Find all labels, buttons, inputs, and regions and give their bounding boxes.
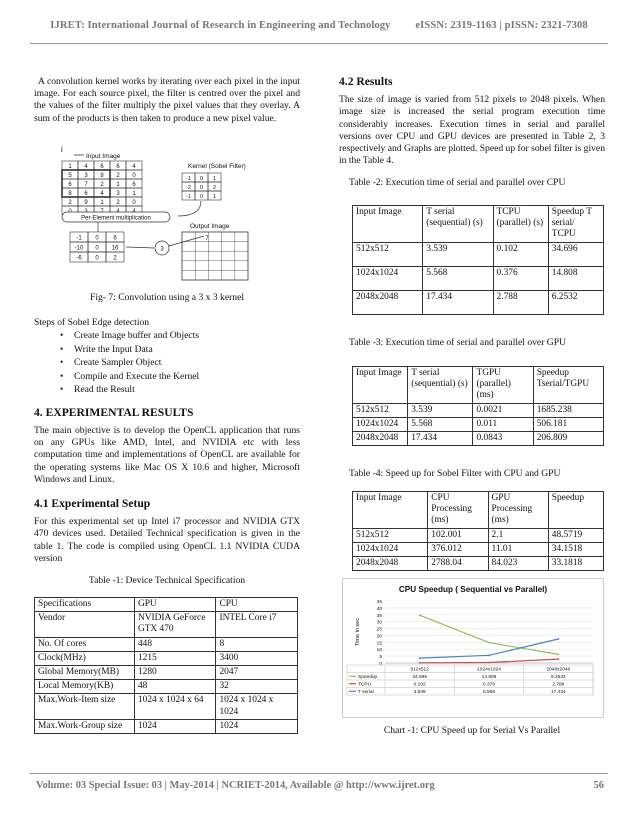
input-grid-value: 5: [68, 173, 72, 179]
table-cell: Global Memory(MB): [35, 666, 135, 680]
section-4-2-title: 4.2 Results: [339, 75, 393, 88]
table-row: [353, 403, 604, 417]
table-cell: 0.102: [493, 242, 548, 266]
y-tick-label: 0: [379, 662, 382, 667]
kernel-arrow: [178, 201, 201, 216]
input-grid-value: 6: [68, 182, 72, 188]
input-grid-value: 9: [84, 200, 88, 206]
table-row: [353, 542, 604, 556]
table-cell: 2.788: [493, 290, 548, 314]
table-cell: 1685.238: [533, 403, 603, 417]
output-value: 7: [205, 236, 209, 242]
product-grid-value: 6: [113, 235, 117, 242]
kernel-grid-value: -1: [186, 194, 191, 200]
product-grid-value: 0: [95, 255, 99, 262]
table-cell: 2048x2048: [353, 290, 423, 314]
step-item: • Write the Input Data: [60, 343, 300, 357]
product-grid-value: -6: [76, 255, 82, 262]
table-row: [353, 528, 604, 542]
table-2: [352, 205, 604, 315]
kernel-label: Kernel (Sobel Filter): [188, 163, 246, 170]
product-grid-value: -10: [74, 245, 84, 252]
legend-entry: T serial: [358, 690, 374, 695]
product-grid-value: 0: [95, 235, 99, 242]
table-cell: T serial (sequential) (s): [423, 206, 493, 243]
table-header-row: [353, 492, 604, 529]
x-tick-label: 2048x2048: [546, 667, 571, 673]
series-point: [557, 653, 559, 655]
table-cell: 3.539: [423, 242, 493, 266]
figure-marker: i: [61, 145, 63, 154]
table-2-caption: Table -2: Execution time of serial and parallel over CPU: [349, 177, 566, 189]
y-tick-label: 40: [376, 606, 382, 612]
series-point: [557, 658, 559, 660]
table-3: [352, 366, 604, 446]
table-cell: 11.01: [488, 542, 548, 556]
table-cell: 3400: [216, 651, 298, 665]
input-grid-value: 2: [68, 200, 72, 206]
section-4-title: 4. EXPERIMENTAL RESULTS: [34, 405, 194, 419]
y-axis-label: Time in sec: [355, 618, 361, 646]
steps-list: [60, 329, 300, 397]
table-cell: 48.5719: [548, 528, 603, 542]
steps-title: Steps of Sobel Edge detection: [34, 317, 150, 328]
input-grid-value: 4: [84, 164, 88, 170]
page-footer: [36, 780, 604, 791]
series-point: [419, 657, 421, 659]
data-table-value: 0.376: [482, 682, 496, 688]
page-number: 56: [593, 780, 604, 791]
table-row: [353, 417, 604, 431]
table-cell: 33.1818: [548, 557, 603, 571]
data-table-value: 34.696: [412, 675, 428, 680]
x-tick-label: 512x512: [410, 667, 429, 673]
table-cell: 448: [134, 637, 216, 651]
output-image-label: Output Image: [190, 223, 230, 230]
table-row: [35, 680, 298, 694]
series-point: [488, 654, 490, 656]
table-cell: 0.376: [493, 266, 548, 290]
kernel-grid-value: 0: [199, 185, 204, 191]
data-table-value: 3.539: [413, 690, 426, 695]
convolution-diagram: [58, 144, 288, 284]
table-cell: Speedup Tserial/TGPU: [533, 367, 603, 404]
section-4-2-text: The size of image is varied from 512 pixels to 2048 pixels. When image size is increased the serial program execution time considerably increases. Execution times in serial and parallel versions over CPU and GPU devices are presented in Table 2, 3 respectively and Graphs are plotted. Speed up for sobel filter is given in the Table 4.: [339, 94, 605, 167]
table-row: [353, 242, 604, 266]
input-grid-value: 3: [84, 173, 88, 179]
table-header-row: [353, 367, 604, 404]
table-cell: TGPU (parallel) (ms): [473, 367, 533, 404]
chart-caption: Chart -1: CPU Speed up for Serial Vs Parallel: [383, 725, 561, 736]
legend-entry: Speedup: [358, 675, 378, 680]
table-cell: 17.434: [423, 290, 493, 314]
section-4-1-text: For this experimental set up Intel i7 processor and NVIDIA GTX 470 devices used. Detailed Technical specification is given in the table 1. The code is compiled using OpenCL 1.1 NVIDIA CUDA version: [34, 516, 300, 564]
data-table-value: 5.568: [482, 690, 496, 695]
series-point: [419, 662, 421, 664]
input-grid-value: 1: [132, 191, 136, 197]
table-cell: TCPU (parallel) (s): [493, 206, 548, 243]
table-cell: 1280: [134, 666, 216, 680]
input-grid-value: 6: [132, 182, 136, 188]
input-grid-value: 3: [116, 191, 120, 197]
table-cell: 5.568: [423, 266, 493, 290]
table-cell: INTEL Core i7: [216, 612, 298, 637]
y-tick-label: 45: [376, 600, 382, 605]
table-cell: 1024x1024: [353, 266, 423, 290]
table-cell: 0.011: [473, 417, 533, 431]
table-cell: 32: [216, 680, 298, 694]
input-grid-value: 6: [84, 191, 88, 197]
table-cell: 5.568: [408, 417, 473, 431]
table-cell: Vendor: [35, 612, 135, 637]
table-header-row: [35, 598, 298, 612]
y-tick-label: 30: [376, 620, 382, 626]
table-cell: 0.0843: [473, 432, 533, 446]
chart-title: CPU Speedup ( Sequential vs Parallel): [398, 585, 548, 594]
kernel-grid-value: 1: [212, 194, 217, 200]
table-row: [35, 651, 298, 665]
table-cell: 1024: [216, 719, 298, 733]
input-grid-value: 1: [116, 182, 120, 188]
data-table-value: 17.434: [550, 690, 566, 695]
table-header-row: [353, 206, 604, 243]
kernel-grid-value: 2: [212, 185, 217, 191]
table-cell: NVIDIA GeForce GTX 470: [134, 612, 216, 637]
table-cell: 17.434: [408, 432, 473, 446]
table-row: [353, 557, 604, 571]
input-grid-value: 6: [116, 164, 120, 170]
chart-caption-wrap: [339, 725, 605, 737]
table-row: [353, 266, 604, 290]
table-cell: 1024 x 1024 x 1024: [216, 694, 298, 719]
table-cell: 34.696: [548, 242, 603, 266]
input-grid-value: 8: [68, 191, 72, 197]
table-cell: 14.808: [548, 266, 603, 290]
y-tick-label: 10: [376, 648, 382, 654]
table-cell: 6.2532: [548, 290, 603, 314]
data-table-value: 6.2532: [550, 675, 566, 680]
input-grid-value: 4: [100, 191, 104, 197]
table-1-caption: Table -1: Device Technical Specification: [88, 574, 246, 586]
table-cell: 2048x2048: [353, 432, 408, 446]
y-tick-label: 15: [376, 641, 382, 647]
table-cell: Max.Work-Group size: [35, 719, 135, 733]
table-row: [35, 637, 298, 651]
product-grid-value: 2: [113, 255, 117, 262]
table-cell: 1215: [134, 651, 216, 665]
journal-issn: eISSN: 2319-1163 | pISSN: 2321-7308: [415, 20, 588, 31]
table-cell: 1024 x 1024 x 64: [134, 694, 216, 719]
table-4: [352, 491, 604, 571]
table-cell: 102.001: [428, 528, 488, 542]
table-row: [35, 666, 298, 680]
y-tick-label: 35: [376, 613, 382, 619]
table-cell: 3.539: [408, 403, 473, 417]
table-cell: Speedup: [548, 492, 603, 529]
table-cell: 1024x1024: [353, 542, 428, 556]
per-element-label: Per-Element multiplication: [81, 215, 151, 222]
input-grid-value: 0: [132, 173, 136, 179]
journal-title: IJRET: International Journal of Research in Engineering and Technology: [50, 20, 391, 31]
table-cell: Input Image: [353, 492, 428, 529]
intro-paragraph: A convolution kernel works by iterating over each pixel in the input image. For each source pixel, the filter is centred over the pixel and the values of the filter multiply the pixel values that they overlay. A sum of the products is then taken to produce a new pixel value.: [34, 76, 300, 124]
table-cell: 48: [134, 680, 216, 694]
input-grid-value: 6: [100, 164, 104, 170]
table-cell: GPU: [134, 598, 216, 612]
x-tick-label: 1024x1024: [477, 667, 501, 673]
convolution-figure: [58, 144, 288, 284]
kernel-grid-value: -1: [186, 176, 191, 182]
table-cell: CPU: [216, 598, 298, 612]
table-cell: 8: [216, 637, 298, 651]
header-rule: [30, 43, 608, 44]
input-grid-value: 1: [68, 164, 72, 170]
table-cell: T serial (sequential) (s): [408, 367, 473, 404]
step-item: • Create Image buffer and Objects: [60, 329, 300, 343]
steps-block: [34, 317, 300, 587]
product-grid-value: -1: [76, 235, 82, 242]
table-4-caption: Table -4: Speed up for Sobel Filter with CPU and GPU: [349, 468, 561, 479]
kernel-grid-value: 1: [212, 176, 217, 182]
table-cell: 206.809: [533, 432, 603, 446]
table-row: [353, 290, 604, 314]
y-tick-label: 5: [379, 655, 382, 661]
step-item: • Create Sampler Object: [60, 356, 300, 370]
section-4-text: The main objective is to develop the OpenCL application that runs on any GPUs like AMD, Intel, and NVIDIA etc with less computation time and implementations of OpenCL are available for the operating systems like Mac OS X 10.6 and higher, Microsoft Windows and Linux.: [34, 424, 300, 485]
legend-entry: TCPU: [358, 682, 372, 688]
table-cell: Clock(MHz): [35, 651, 135, 665]
y-tick-label: 20: [376, 634, 382, 640]
product-grid-value: 16: [111, 245, 119, 252]
sum-arrow: [126, 247, 154, 248]
output-arrow: [169, 236, 204, 246]
input-grid-value: 2: [100, 182, 104, 188]
left-column: [34, 76, 300, 125]
table-4-caption-wrap: [339, 468, 605, 480]
data-table-value: 0.102: [413, 682, 426, 688]
table-cell: 376.012: [428, 542, 488, 556]
series-line-speedup: [420, 615, 559, 654]
table-3-caption: Table -3: Execution time of serial and parallel over GPU: [349, 337, 566, 348]
table-cell: 2788.04: [428, 557, 488, 571]
table-cell: Input Image: [353, 206, 423, 243]
data-table-value: 2.788: [552, 682, 565, 688]
table-cell: 2.1: [488, 528, 548, 542]
table-row: [35, 694, 298, 719]
input-grid-value: 8: [100, 173, 104, 179]
chart-svg: [343, 579, 603, 717]
table-cell: Local Memory(KB): [35, 680, 135, 694]
table-cell: Speedup T serial/ TCPU: [548, 206, 603, 243]
table-cell: 512x512: [353, 242, 423, 266]
table-1: [34, 597, 298, 734]
input-grid-value: 4: [132, 164, 136, 170]
figure-caption-wrap: [34, 292, 300, 304]
cpu-speedup-chart: [342, 578, 604, 718]
input-grid-value: 0: [132, 200, 136, 206]
kernel-grid-value: -2: [186, 185, 191, 191]
table-cell: 1024: [134, 719, 216, 733]
input-image-label: Input Image: [86, 153, 121, 160]
table-cell: No. Of cores: [35, 637, 135, 651]
table-cell: Input Image: [353, 367, 408, 404]
kernel-grid-value: 0: [199, 176, 204, 182]
kernel-grid-value: 0: [199, 194, 204, 200]
table-cell: 512x512: [353, 403, 408, 417]
step-item: • Read the Result: [60, 383, 300, 397]
table-cell: 512x512: [353, 528, 428, 542]
table-cell: 0.0021: [473, 403, 533, 417]
input-grid-value: 7: [84, 182, 88, 188]
table-cell: 2048x2048: [353, 557, 428, 571]
series-point: [488, 642, 490, 644]
data-table-value: 14.808: [481, 675, 497, 680]
input-grid-value: 2: [116, 200, 120, 206]
table-cell: 1024x1024: [353, 417, 408, 431]
table-3-caption-wrap: [339, 337, 605, 349]
footer-text: Volume: 03 Special Issue: 03 | May-2014 | NCRIET-2014, Available @ http://www.ijret.org: [36, 780, 435, 791]
table-cell: 84.023: [488, 557, 548, 571]
table-cell: CPU Processing (ms): [428, 492, 488, 529]
section-4-1-title: 4.1 Experimental Setup: [34, 496, 151, 510]
table-cell: 506.181: [533, 417, 603, 431]
table-cell: Max.Work-Item size: [35, 694, 135, 719]
table-row: [35, 719, 298, 733]
footer-rule: [30, 773, 608, 774]
series-point: [488, 662, 490, 664]
series-point: [419, 614, 421, 616]
table-cell: GPU Processing (ms): [488, 492, 548, 529]
product-grid-value: 0: [95, 245, 99, 252]
y-tick-label: 25: [376, 627, 382, 633]
table-row: [35, 612, 298, 637]
input-grid-value: 1: [100, 200, 104, 206]
series-point: [557, 638, 559, 640]
right-column: [339, 76, 605, 190]
step-item: • Compile and Execute the Kernel: [60, 370, 300, 384]
table-cell: Specifications: [35, 598, 135, 612]
table-cell: 34.1518: [548, 542, 603, 556]
journal-header: [0, 20, 638, 31]
table-cell: 2047: [216, 666, 298, 680]
sum-value: 3: [160, 246, 164, 253]
input-grid-value: 2: [116, 173, 120, 179]
figure-caption: Fig- 7: Convolution using a 3 x 3 kernel: [89, 292, 245, 303]
table-row: [353, 432, 604, 446]
